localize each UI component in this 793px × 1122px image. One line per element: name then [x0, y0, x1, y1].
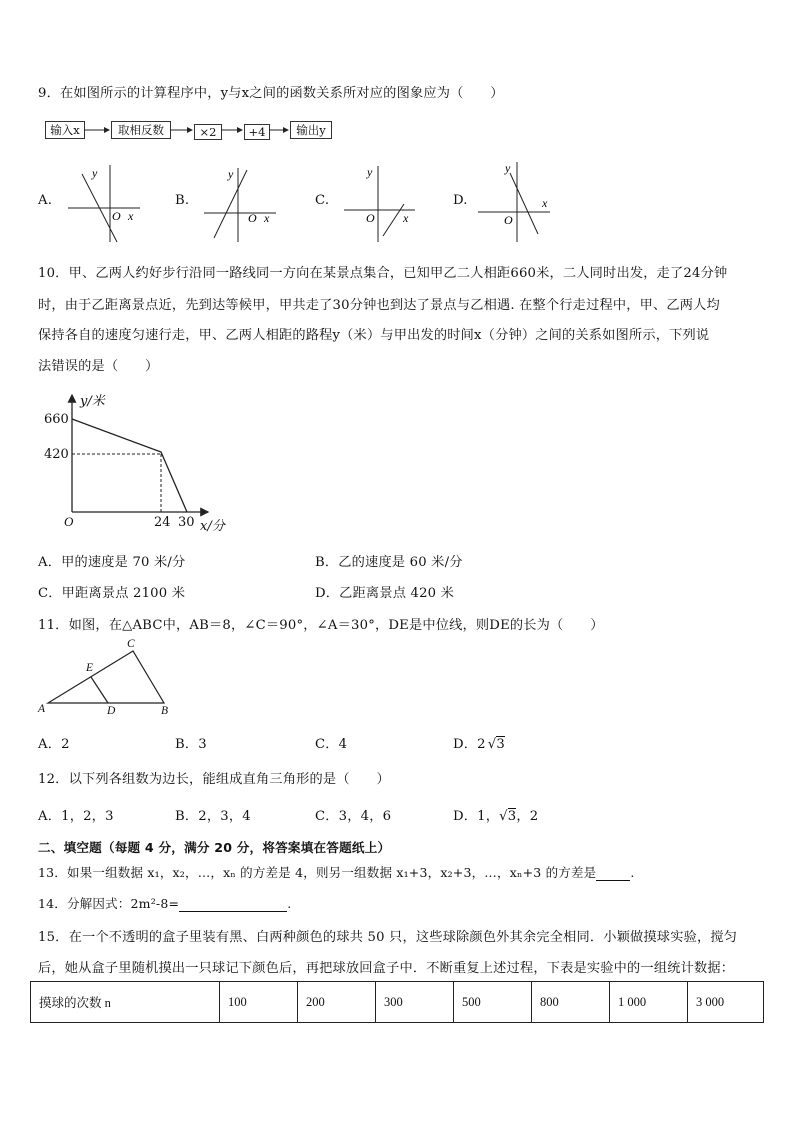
q11-label-c: C [127, 638, 135, 650]
q12-option-c[interactable]: C．3，4，6 [315, 809, 392, 824]
q10-option-d[interactable]: D．乙距离景点 420 米 [315, 586, 455, 601]
q11-option-d-prefix: D．2 [453, 737, 486, 752]
q10-y-tick-420: 420 [44, 447, 69, 462]
table-cell: 300 [376, 982, 454, 1023]
q15-line1: 15．在一个不透明的盒子里装有黑、白两种颜色的球共 50 只，这些球除颜色外其余完全相同．小颖做摸球实验，搅匀 [38, 930, 738, 945]
q14-text: 14．分解因式：2m²-8= [38, 896, 180, 911]
sqrt-sign-icon: √3 [487, 737, 505, 752]
q14-end: . [287, 896, 292, 911]
table-cell: 3 000 [688, 982, 764, 1023]
q10-x-axis-label: x/分 [200, 519, 225, 534]
table-cell: 100 [220, 982, 298, 1023]
q11-option-c[interactable]: C．4 [315, 737, 348, 752]
q10-y-tick-660: 660 [44, 412, 69, 427]
flow-output-box: 输出y [290, 121, 332, 139]
q9-stem: 9．在如图所示的计算程序中，y与x之间的函数关系所对应的图象应为（ ） [38, 86, 504, 101]
q11-label-a: A [38, 703, 46, 715]
q10-y-axis-label: y/米 [80, 394, 105, 409]
svg-text:O: O [504, 213, 513, 227]
svg-text:y: y [92, 166, 98, 180]
q11-option-d-root: 3 [496, 737, 505, 752]
sqrt-sign-icon: √3 [499, 809, 517, 824]
q11-option-b[interactable]: B．3 [175, 737, 207, 752]
q12-option-d[interactable] [453, 805, 538, 824]
q10-origin: O [64, 514, 74, 529]
svg-text:O: O [248, 211, 257, 225]
q11-option-d[interactable] [453, 733, 505, 752]
svg-text:y: y [505, 161, 511, 175]
table-cell-header: 摸球的次数 n [31, 982, 220, 1023]
q12-option-d-root: 3 [507, 809, 517, 824]
q10-line2: 时，由于乙距离景点近，先到达等候甲，甲共走了30分钟也到达了景点与乙相遇. 在整个行走过程中，甲、乙两人均 [38, 298, 720, 313]
table-cell: 500 [454, 982, 532, 1023]
q13-end: . [630, 865, 635, 880]
svg-text:x: x [264, 211, 270, 225]
flow-times2-box: ×2 [194, 124, 222, 140]
table-cell: 800 [532, 982, 610, 1023]
svg-text:x: x [542, 196, 548, 210]
q11-option-a[interactable]: A．2 [38, 737, 70, 752]
q10-x-tick-24: 24 [154, 515, 171, 530]
q12-option-d-prefix: D．1， [453, 809, 500, 824]
q12-option-a[interactable]: A．1，2，3 [38, 809, 114, 824]
q14-answer-blank[interactable] [179, 896, 287, 912]
flow-input-box: 输入x [45, 121, 85, 139]
table-cell: 1 000 [610, 982, 688, 1023]
q11-stem: 11．如图，在△ABC中，AB＝8，∠C＝90°，∠A＝30°，DE是中位线，则DE的长为（ ） [38, 618, 604, 633]
svg-text:y: y [367, 165, 373, 179]
q10-line1: 10．甲、乙两人约好步行沿同一路线同一方向在某景点集合，已知甲乙二人相距660米，二人同时出发，走了24分钟 [38, 266, 728, 281]
q13-answer-blank[interactable] [596, 865, 630, 881]
flow-negate-box: 取相反数 [111, 121, 171, 139]
flow-plus4-box: +4 [244, 124, 270, 140]
q15-line2: 后，她从盒子里随机摸出一只球记下颜色后，再把球放回盒子中．不断重复上述过程，下表是实验中的一组统计数据： [38, 961, 735, 976]
q11-label-e: E [86, 662, 94, 674]
svg-text:x: x [403, 211, 409, 225]
q12-option-b[interactable]: B．2，3，4 [175, 809, 251, 824]
q11-label-d: D [107, 705, 116, 717]
q10-line4: 法错误的是（ ） [38, 359, 159, 374]
q10-option-c[interactable]: C．甲距离景点 2100 米 [38, 586, 186, 601]
svg-text:O: O [366, 211, 375, 225]
q9-option-c-label[interactable]: C. [315, 193, 330, 208]
q9-option-b-label[interactable]: B. [175, 193, 190, 208]
q9-option-d-label[interactable]: D. [453, 193, 468, 208]
table-cell: 200 [298, 982, 376, 1023]
q10-line3: 保持各自的速度匀速行走，甲、乙两人相距的路程y（米）与甲出发的时间x（分钟）之间的关系如图所示，下列说 [38, 328, 710, 343]
table-row [31, 982, 764, 1023]
q15-stat-table [30, 981, 764, 1023]
q11-label-b: B [161, 705, 169, 717]
q12-stem: 12．以下列各组数为边长，能组成直角三角形的是（ ） [38, 772, 390, 787]
svg-text:y: y [228, 167, 234, 181]
q10-option-b[interactable]: B．乙的速度是 60 米/分 [315, 555, 463, 570]
section2-heading: 二、填空题（每题 4 分，满分 20 分，将答案填在答题纸上） [38, 840, 391, 855]
q13-line [38, 863, 635, 881]
q12-option-d-suffix: ，2 [516, 809, 539, 824]
q13-text: 13．如果一组数据 x₁，x₂，…，xₙ 的方差是 4，则另一组数据 x₁+3，x₂+3，…，xₙ+3 的方差是 [38, 865, 597, 880]
svg-text:O: O [112, 209, 121, 223]
q10-x-tick-30: 30 [178, 515, 195, 530]
q14-line [38, 894, 291, 912]
svg-text:x: x [128, 209, 134, 223]
q10-option-a[interactable]: A．甲的速度是 70 米/分 [38, 555, 186, 570]
q9-option-a-label[interactable]: A. [38, 193, 53, 208]
